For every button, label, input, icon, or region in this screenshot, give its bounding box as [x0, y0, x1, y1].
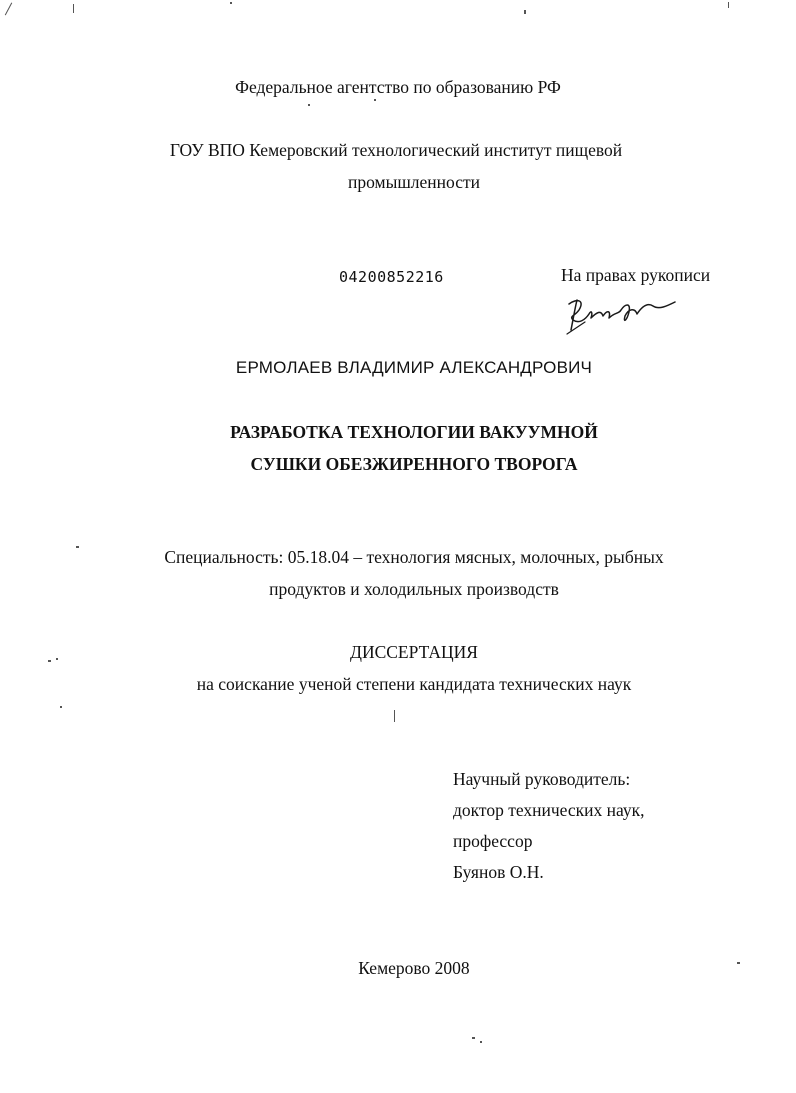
dissertation-title-line2: СУШКИ ОБЕЗЖИРЕННОГО ТВОРОГА	[250, 454, 578, 474]
supervisor-name: Буянов О.Н.	[453, 862, 544, 882]
scan-mark	[472, 1037, 475, 1039]
institute-name-line1: ГОУ ВПО Кемеровский технологический институт пищевой	[169, 140, 623, 160]
scan-mark	[308, 104, 310, 106]
author-name: ЕРМОЛАЕВ ВЛАДИМИР АЛЕКСАНДРОВИЧ	[235, 358, 593, 377]
scan-mark	[5, 3, 13, 16]
signature	[563, 290, 678, 338]
scan-mark	[728, 2, 729, 8]
institute-name-line2: промышленности	[347, 172, 481, 192]
agency-name: Федеральное агентство по образованию РФ	[235, 77, 561, 97]
specialty-line1: Специальность: 05.18.04 – технология мясных, молочных, рыбных	[164, 547, 664, 567]
scan-mark	[73, 4, 74, 13]
supervisor-degree: доктор технических наук,	[453, 800, 645, 820]
scan-mark	[374, 99, 376, 101]
document-type: ДИССЕРТАЦИЯ	[350, 642, 478, 662]
supervisor-label: Научный руководитель:	[453, 769, 631, 789]
registry-number: 04200852216	[339, 268, 444, 286]
scan-mark	[230, 2, 232, 4]
manuscript-rights: На правах рукописи	[561, 265, 711, 285]
scan-mark	[480, 1041, 482, 1043]
scan-mark	[60, 706, 62, 708]
supervisor-rank: профессор	[453, 831, 533, 851]
dissertation-title-line1: РАЗРАБОТКА ТЕХНОЛОГИИ ВАКУУМНОЙ	[230, 422, 598, 442]
degree-sought: на соискание ученой степени кандидата технических наук	[196, 674, 632, 694]
scan-mark	[394, 710, 395, 722]
scan-mark	[524, 10, 526, 14]
specialty-line2: продуктов и холодильных производств	[269, 579, 559, 599]
place-and-year: Кемерово 2008	[358, 958, 470, 978]
